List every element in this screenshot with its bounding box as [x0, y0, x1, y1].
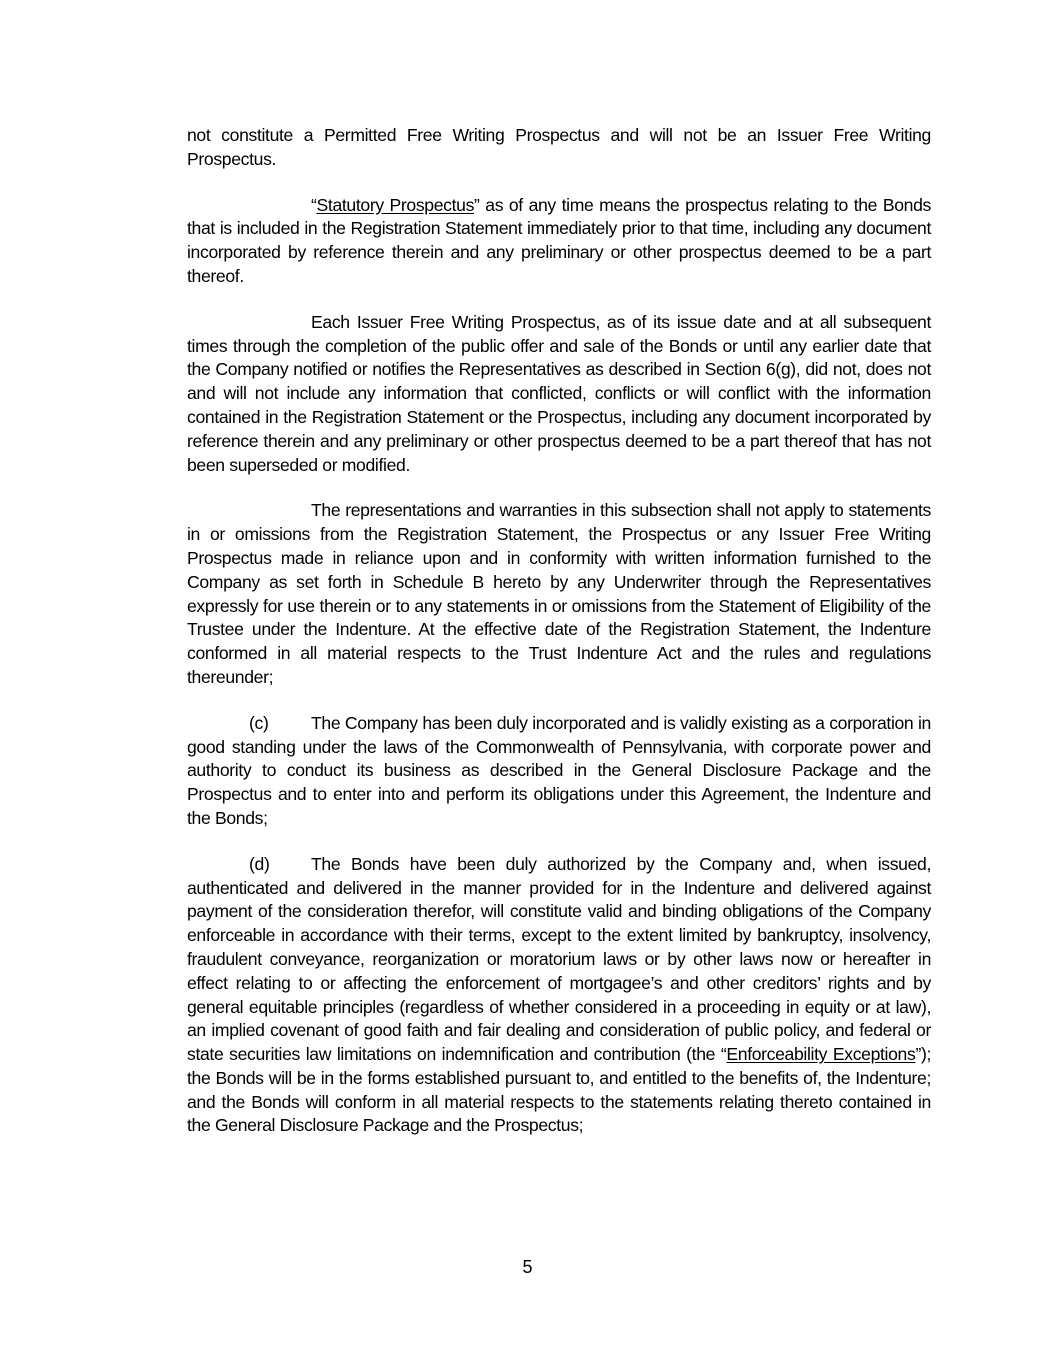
paragraph-statutory-prospectus-definition	[187, 194, 931, 289]
item-label-c: (c)	[249, 712, 269, 733]
item-label-d: (d)	[249, 853, 270, 874]
list-item-d	[187, 853, 931, 1139]
list-item-c	[187, 712, 931, 831]
quote-open: “	[311, 194, 317, 215]
defined-term-enforceability-exceptions: Enforceability Exceptions	[726, 1044, 916, 1065]
document-body	[187, 124, 931, 1138]
paragraph-continuation: not constitute a Permitted Free Writing Prospectus and will not be an Issuer Free Writing Prospectus.	[187, 125, 931, 169]
paragraph-representations-warranties: The representations and warranties in this subsection shall not apply to statements in or omissions from the Registration Statement, the Prospectus or any Issuer Free Writing Prospectus made in reliance upon and in conformity with written information furnished to the Company as set forth in Schedule B hereto by any Underwriter through the Representatives expressly for use therein or to any statements in or omissions from the Statement of Eligibility of the Trustee under the Indenture. At the effective date of the Registration Statement, the Indenture conformed in all material respects to the Trust Indenture Act and the rules and regulations thereunder;	[187, 500, 931, 687]
definition-text: as of any time means the prospectus relating to the Bonds that is included in the Registration Statement immediately prior to that time, including any document incorporated by reference therein and any preliminary or other prospectus deemed to be a part thereof.	[187, 194, 931, 286]
item-text-c: The Company has been duly incorporated and is validly existing as a corporation in good standing under the laws of the Commonwealth of Pennsylvania, with corporate power and authority to conduct its business as described in the General Disclosure Package and the Prospectus and to enter into and perform its obligations under this Agreement, the Indenture and the Bonds;	[187, 712, 931, 828]
defined-term-statutory-prospectus: Statutory Prospectus	[316, 194, 475, 215]
quote-close: ”	[474, 194, 480, 215]
item-text-d-before: The Bonds have been duly authorized by the Company and, when issued, authenticated and delivered in the manner provided for in the Indenture and delivered against payment of the consideration therefor, will constitute valid and binding obligations of the Company enforceable in accordance with their terms, except to the extent limited by bankruptcy, insolvency, fraudulent conveyance, reorganization or moratorium laws or by other laws now or hereafter in effect relating to or affecting the enforcement of mortgagee’s and other creditors’ rights and by general equitable principles (regardless of whether considered in a proceeding in equity or at law), an implied covenant of good faith and fair dealing and consideration of public policy, and federal or state securities law limitations on indemnification and contribution (the “	[187, 853, 931, 1065]
item-text-d-after: ”); the Bonds will be in the forms established pursuant to, and entitled to the benefits of, the Indenture; and the Bonds will conform in all material respects to the statements relating thereto contained in the General Disclosure Package and the Prospectus;	[187, 1044, 931, 1136]
page-number: 5	[522, 1257, 533, 1277]
paragraph-issuer-free-writing-prospectus: Each Issuer Free Writing Prospectus, as of its issue date and at all subsequent times through the completion of the public offer and sale of the Bonds or until any earlier date that the Company notified or notifies the Representatives as described in Section 6(g), did not, does not and will not include any information that conflicted, conflicts or will conflict with the information contained in the Registration Statement or the Prospectus, including any document incorporated by reference therein and any preliminary or other prospectus deemed to be a part thereof that has not been superseded or modified.	[187, 311, 931, 475]
